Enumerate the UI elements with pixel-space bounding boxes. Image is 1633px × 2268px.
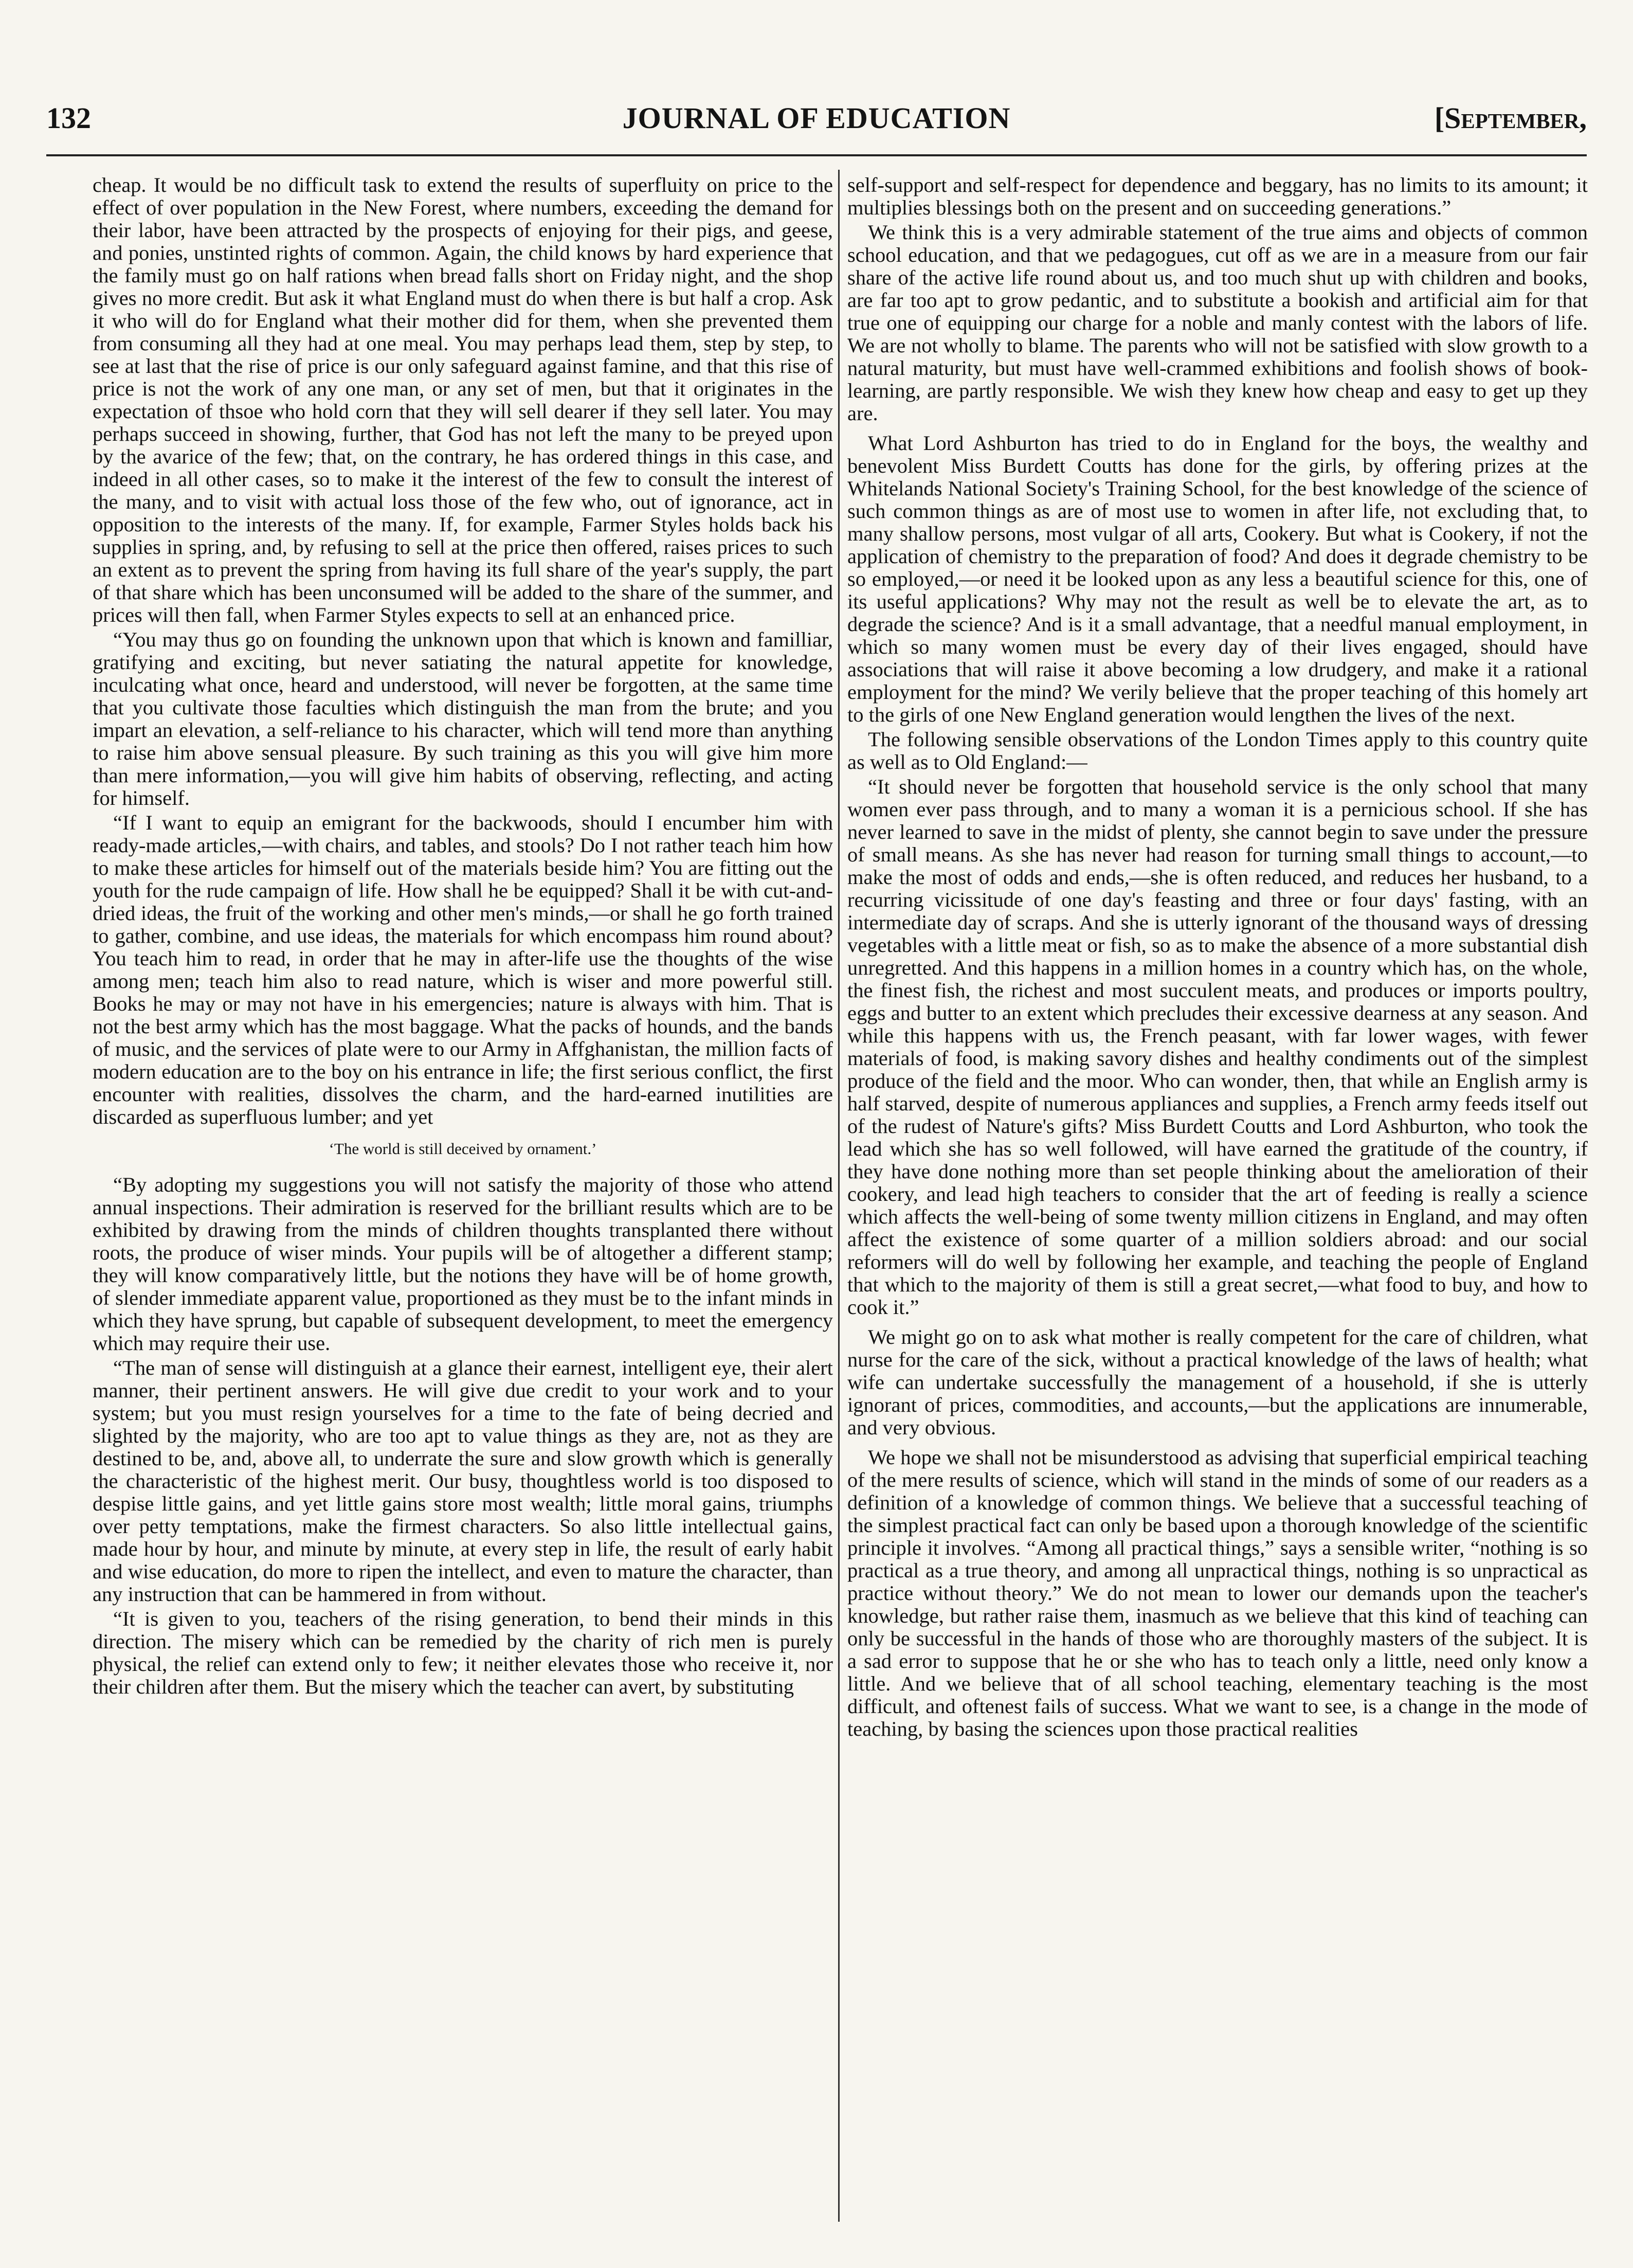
left-column — [93, 174, 833, 2226]
verse-quote: ‘The world is still deceived by ornament.’ — [329, 1140, 597, 1158]
page-number: 132 — [46, 101, 91, 135]
paragraph: cheap. It would be no difficult task to extend the results of superfluity on price to the effect of over population in the New Forest, where numbers, exceeding the demand for their labor, have been attracted by the prospects of enjoying for their pigs, and geese, and ponies, unstinted rights of common. Again, the child knows by hard experience that the family must go on half rations when bread falls short on Friday night, and the shop gives no more credit. But ask it what England must do when there is but half a crop. Ask it who will do for England what their mother did for them, when she prevented them from consuming all they had at one meal. You may perhaps lead them, step by step, to see at last that the rise of price is our only safeguard against famine, and that this rise of price is not the work of any one man, or any set of men, but that it originates in the expectation of thsoe who hold corn that they will sell dearer if they sell later. You may perhaps succeed in showing, further, that God has not left the many to be preyed upon by the avarice of the few; that, on the contrary, he has ordered things in this case, and indeed in all other cases, so to make it the interest of the few to consult the interest of the many, and to visit with actual loss those of the few who, out of ignorance, act in opposition to the interests of the many. If, for example, Farmer Styles holds back his supplies in spring, and, by refusing to sell at the price then offered, raises prices to such an extent as to prevent the spring from having its full share of the year's supply, the part of that share which has been unconsumed will be added to the share of the summer, and prices will then fall, when Farmer Styles expects to sell at an enhanced price. — [93, 174, 833, 626]
paragraph: The following sensible observations of the London Times apply to this country quite as well as to Old England:— — [847, 728, 1588, 773]
journal-title: JOURNAL OF EDUCATION — [622, 101, 1011, 135]
paragraph: self-support and self-respect for dependence and beggary, has no limits to its amount; it multiplies blessings both on the present and on succeeding generations.” — [847, 174, 1588, 219]
paragraph: “It is given to you, teachers of the rising generation, to bend their minds in this direction. The misery which can be remedied by the charity of rich men is purely physical, the relief can extend only to few; it neither elevates those who receive it, nor their children after them. But the misery which the teacher can avert, by substituting — [93, 1607, 833, 1698]
paragraph: We might go on to ask what mother is really competent for the care of children, what nurse for the care of the sick, without a practical knowledge of the laws of health; what wife can undertake successfully the management of a household, if she is utterly ignorant of prices, commodities, and accounts,—but the applications are innumerable, and very obvious. — [847, 1325, 1588, 1439]
right-column — [847, 174, 1588, 2226]
paragraph: “It should never be forgotten that household service is the only school that many women ever pass through, and to many a woman it is a pernicious school. If she has never learned to save in the midst of plenty, she cannot begin to save under the pressure of small means. As she has never had reason for turning small things to account,—to make the most of odds and ends,—she is often reduced, and reduces her husband, to a recurring vicissitude of one day's feasting and three or four days' fasting, with an intermediate day of scraps. And she is utterly ignorant of the thousand ways of dressing vegetables with a little meat or fish, so as to make the absence of a more substantial dish unregretted. And this happens in a million homes in a country which has, on the whole, the finest fish, the richest and most succulent meats, and produces or imports poultry, eggs and butter to an extent which precludes their excessive dearness at any season. And while this happens with us, the French peasant, with far lower wages, with fewer materials of food, is making savory dishes and healthy condiments out of the simplest produce of the field and the moor. Who can wonder, then, that while an English army is half starved, despite of numerous appliances and supplies, a French army feeds itself out of the rudest of Nature's gifts? Miss Burdett Coutts and Lord Ashburton, who took the lead which she has so well followed, will have earned the gratitude of the country, if they have done nothing more than set people thinking about the amelioration of their cookery, and lead high teachers to consider that the art of feeding is really a science which affects the well-being of some twenty million citizens in England, and may often affect the existence of some quarter of a million soldiers abroad: and our social reformers will do well by following her example, and teaching the people of England that which to the majority of them is still a great secret,—what food to buy, and how to cook it.” — [847, 775, 1588, 1319]
issue-month: [September, — [1434, 101, 1587, 135]
paragraph: “If I want to equip an emigrant for the backwoods, should I encumber him with ready-made articles,—with chairs, and tables, and stools? Do I not rather teach him how to make these articles for himself out of the materials beside him? You are fitting out the youth for the rude campaign of life. How shall he be equipped? Shall it be with cut-and-dried ideas, the fruit of the working and other men's minds,—or shall he go forth trained to gather, combine, and use ideas, the materials for which encompass him round about? You teach him to read, in order that he may in after-life use the thoughts of the wise among men; teach him also to read nature, which is wiser and more powerful still. Books he may or may not have in his emergencies; nature is always with him. That is not the best army which has the most baggage. What the packs of hounds, and the bands of music, and the services of plate were to our Army in Affghanistan, the million facts of modern education are to the boy on his entrance in life; the first serious conflict, the first encounter with realities, dissolves the charm, and the hard-earned inutilities are discarded as superfluous lumber; and yet — [93, 811, 833, 1128]
page-header — [46, 101, 1587, 142]
paragraph: We hope we shall not be misunderstood as advising that superficial empirical teaching of the mere results of science, which will stand in the minds of some of our readers as a definition of a knowledge of common things. We believe that a successful teaching of the simplest practical fact can only be based upon a thorough knowledge of the scientific principle it involves. “Among all practical things,” says a sensible writer, “nothing is so practical as a true theory, and among all unpractical things, nothing is so unpractical as practice without theory.” We do not mean to lower our demands upon the teacher's knowledge, but rather raise them, inasmuch as we believe that this kind of teaching can only be successful in the hands of those who are thoroughly masters of the subject. It is a sad error to suppose that he or she who has to teach only a little, need only know a little. And we believe that of all school teaching, elementary teaching is the most difficult, and oftenest fails of success. What we want to see, is a change in the mode of teaching, by basing the sciences upon those practical realities — [847, 1446, 1588, 1740]
header-rule — [46, 154, 1587, 156]
column-divider — [838, 170, 840, 2222]
paragraph: “You may thus go on founding the unknown upon that which is known and familliar, gratifying and exciting, but never satiating the natural appetite for knowledge, inculcating what once, heard and understood, will never be forgotten, at the same time that you cultivate those faculties which distinguish the man from the brute; and you impart an elevation, a self-reliance to his character, which will tend more than anything to raise him above sensual pleasure. By such training as this you will give him more than mere information,—you will give him habits of observing, reflecting, and acting for himself. — [93, 628, 833, 809]
paragraph: “The man of sense will distinguish at a glance their earnest, intelligent eye, their alert manner, their pertinent answers. He will give due credit to your work and to your system; but you must resign yourselves for a time to the fate of being decried and slighted by the majority, who are too apt to value things as they are, not as they are destined to be, and, above all, to underrate the sure and slow growth which is generally the characteristic of the highest merit. Our busy, thoughtless world is too disposed to despise little gains, and yet little gains store most wealth; little moral gains, triumphs over petty temptations, make the firmest characters. So also little intellectual gains, made hour by hour, and minute by minute, at every step in life, the result of early habit and wise education, do more to ripen the intellect, and even to mature the character, than any instruction that can be hammered in from without. — [93, 1356, 833, 1606]
paragraph: “By adopting my suggestions you will not satisfy the majority of those who attend annual inspections. Their admiration is reserved for the brilliant results which are to be exhibited by drawing from the minds of children thoughts transplanted there without roots, the produce of wiser minds. Your pupils will be of altogether a different stamp; they will know comparatively little, but the notions they have will be of home growth, of slender immediate apparent value, proportioned as they must be to the infant minds in which they have sprung, but capable of subsequent development, to meet the emergency which may require their use. — [93, 1173, 833, 1355]
paragraph: We think this is a very admirable statement of the true aims and objects of common school education, and that we pedagogues, cut off as we are in a measure from our fair share of the active life round about us, and too much shut up with children and books, are far too apt to grow pedantic, and to substitute a bookish and artificial aim for that true one of equipping our charge for a noble and manly contest with the labors of life. We are not wholly to blame. The parents who will not be satisfied with slow growth to a natural maturity, but must have well-crammed exhibitions and foolish shows of book-learning, are partly responsible. We wish they knew how cheap and easy to get up they are. — [847, 221, 1588, 425]
paragraph: What Lord Ashburton has tried to do in England for the boys, the wealthy and benevolent Miss Burdett Coutts has done for the girls, by offering prizes at the Whitelands National Society's Training School, for the best knowledge of the science of such common things as are of most use to women in after life, not excluding that, to many shallow persons, most vulgar of all arts, Cookery. But what is Cookery, if not the application of chemistry to the preparation of food? And does it degrade chemistry to be so employed,—or need it be looked upon as any less a beautiful science for this, one of its useful applications? Why may not the result as well be to elevate the art, as to degrade the science? And is it a small advantage, that a needful manual employment, in which so many women must be every day of their lives engaged, should have associations that will raise it above becoming a low drudgery, and make it a rational employment for the mind? We verily believe that the proper teaching of this homely art to the girls of one New England generation would lengthen the lives of the next. — [847, 431, 1588, 726]
